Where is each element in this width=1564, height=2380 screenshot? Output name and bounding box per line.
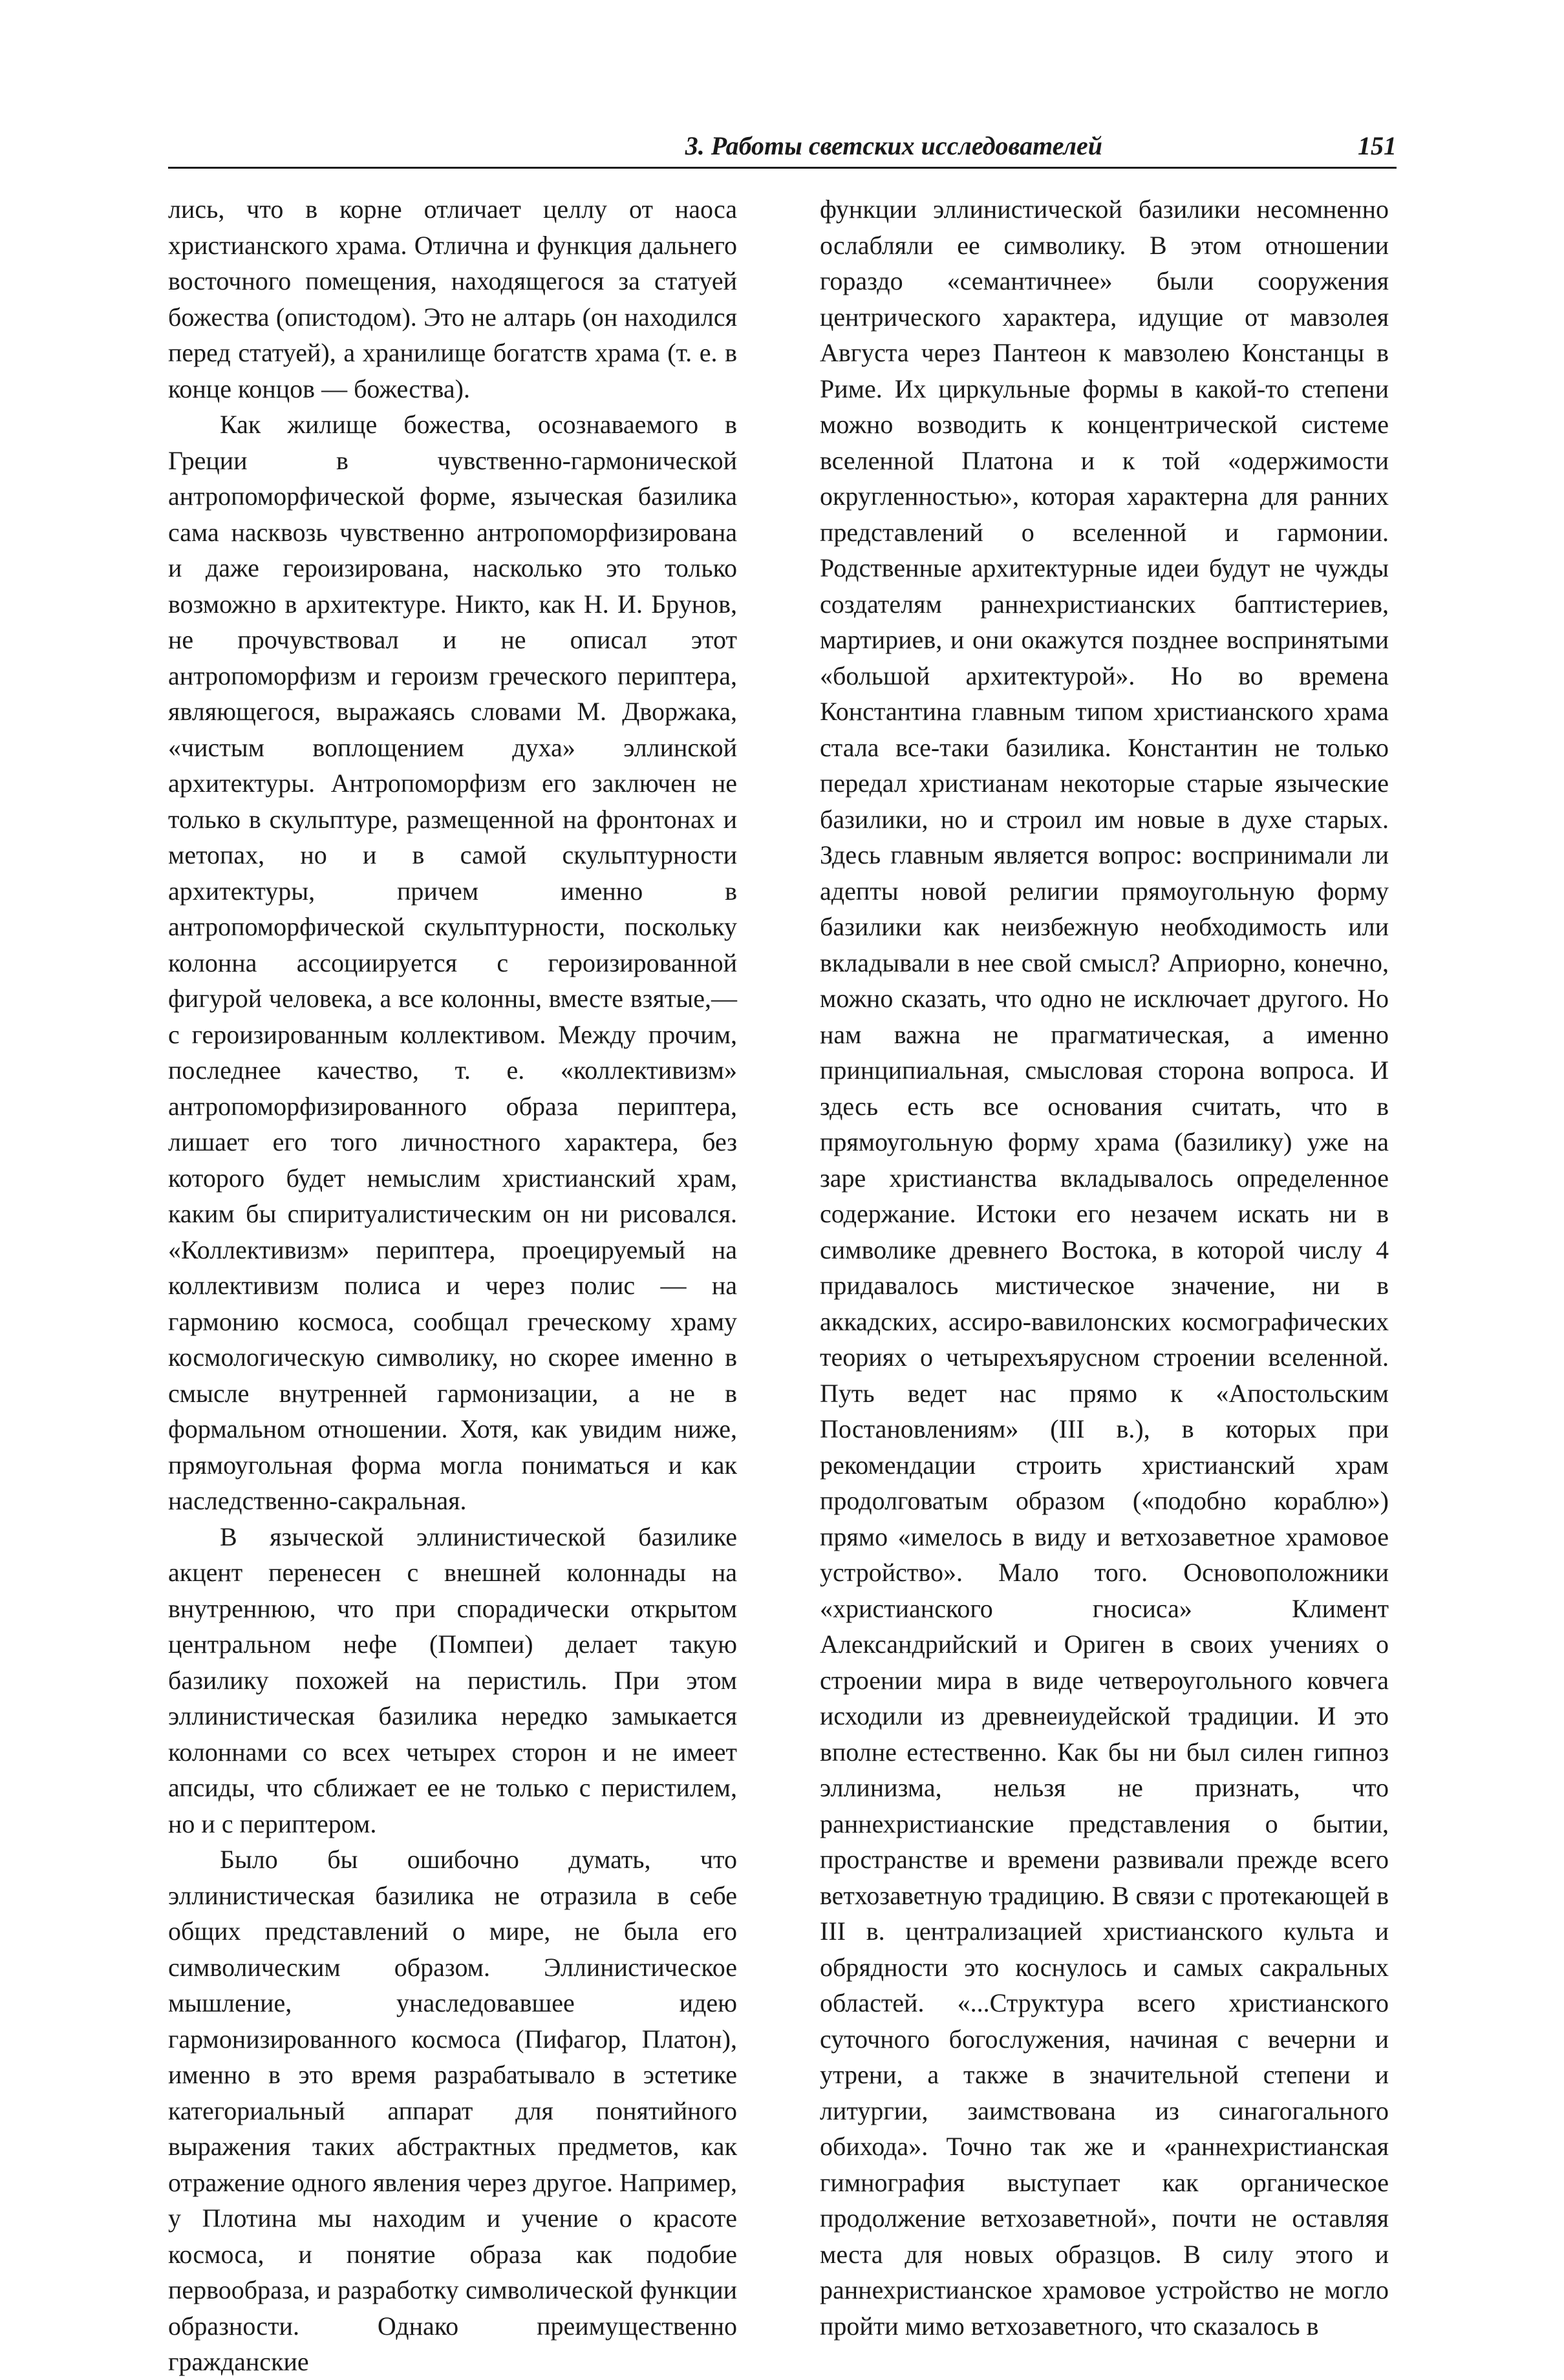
paragraph: функции эллинистической базилики несомненно ослабляли ее символику. В этом отношении гораздо «семантичнее» были сооружения центрического характера, идущие от мавзолея Августа через Пантеон к мавзолею Констанцы в Риме. Их циркульные формы в какой-то степени можно возводить к концентрической системе вселенной Платона и к той «одержимости округленностью», которая характерна для ранних представлений о вселенной и гармонии. Родственные архитектурные идеи будут не чужды создателям раннехристианских баптистериев, мартириев, и они окажутся позднее воспринятыми «большой архитектурой». Но во времена Константина главным типом христианского храма стала все-таки базилика. Константин не только передал христианам некоторые старые языческие базилики, но и строил им новые в духе старых. Здесь главным является вопрос: воспринимали ли адепты новой религии прямоугольную форму базилики как неизбежную необходимость или вкладывали в нее свой смысл? Априорно, конечно, можно сказать, что одно не исключает другого. Но нам важна не прагматическая, а именно принципиальная, смысловая сторона вопроса. И здесь есть все основания считать, что в прямоугольную форму храма (базилику) уже на заре христианства вкладывалось определенное содержание. Истоки его незачем искать ни в символике древнего Востока, в которой числу 4 придавалось мистическое значение, ни в аккадских, ассиро-вавилонских космографических теориях о четырехъярусном строении вселенной. Путь ведет нас прямо к «Апостольским Постановлениям» (III в.), в которых при рекомендации строить христианский храм продолговатым образом («подобно кораблю») прямо «имелось в виду и ветхозаветное храмовое устройство». Мало того. Основоположники «христианского гносиса» Климент Александрийский и Ориген в своих учениях о строении мира в виде четвероугольного ковчега исходили из древнеиудейской традиции. И это вполне естественно. Как бы ни был силен гипноз эллинизма, нельзя не признать, что раннехристианские представления о бытии, пространстве и времени развивали прежде всего ветхозаветную традицию. В связи с протекающей в III в. централизацией христианского культа и обрядности это коснулось и самых сакральных областей. «...Структура всего христианского суточного богослужения, начиная с вечерни и утрени, а также в значительной степени и литургии, заимствована из синагогального обихода». Точно так же и «раннехристианская гимнография выступает как органическое продолжение ветхозаветной», почти не оставляя места для новых образцов. В силу этого и раннехристианское храмовое устройство не могло пройти мимо ветхозаветного, что сказалось в xyxy=(820,195,1389,2341)
running-head xyxy=(168,127,1397,165)
paragraph: лись, что в корне отличает целлу от наоса христианского храма. Отлична и функция дальнего восточного помещения, находящегося за статуей божества (опистодом). Это не алтарь (он находился перед статуей), а хранилище богатств храма (т. е. в конце концов — божества). xyxy=(168,195,737,403)
left-column xyxy=(168,191,737,2380)
paragraph: Было бы ошибочно думать, что эллинистическая базилика не отразила в себе общих представлений о мире, не была его символическим образом. Эллинистическое мышление, унаследовавшее идею гармонизированного космоса (Пифагор, Платон), именно в это время разрабатывало в эстетике категориальный аппарат для понятийного выражения таких абстрактных предметов, как отражение одного явления через другое. Например, у Плотина мы находим и учение о красоте космоса, и понятие образа как подобие первообраза, и разработку символической функции образности. Однако преимущественно гражданские xyxy=(168,1845,737,2376)
page-number: 151 xyxy=(1358,131,1397,160)
right-column xyxy=(820,191,1389,2344)
header-rule xyxy=(168,167,1397,169)
chapter-title: 3. Работы светских исследователей xyxy=(685,131,1102,160)
paragraph: Как жилище божества, осознаваемого в Греции в чувственно-гармонической антропоморфической форме, языческая базилика сама насквозь чувственно антропоморфизирована и даже героизирована, насколько это только возможно в архитектуре. Никто, как Н. И. Брунов, не прочувствовал и не описал этот антропоморфизм и героизм греческого периптера, являющегося, выражаясь словами М. Дворжака, «чистым воплощением духа» эллинской архитектуры. Антропоморфизм его заключен не только в скульптуре, размещенной на фронтонах и метопах, но и в самой скульптурности архитектуры, причем именно в антропоморфической скульптурности, поскольку колонна ассоциируется с героизированной фигурой человека, а все колонны, вместе взятые,— с героизированным коллективом. Между прочим, последнее качество, т. е. «коллективизм» антропоморфизированного образа периптера, лишает его того личностного характера, без которого будет немыслим христианский храм, каким бы спиритуалистическим он ни рисовался. «Коллективизм» периптера, проецируемый на коллективизм полиса и через полис — на гармонию космоса, сообщал греческому храму космологическую символику, но скорее именно в смысле внутренней гармонизации, а не в формальном отношении. Хотя, как увидим ниже, прямоугольная форма могла пониматься и как наследственно-сакральная. xyxy=(168,410,737,1515)
paragraph: В языческой эллинистической базилике акцент перенесен с внешней колоннады на внутреннюю, что при спорадически открытом центральном нефе (Помпеи) делает такую базилику похожей на перистиль. При этом эллинистическая базилика нередко замыкается колоннами со всех четырех сторон и не имеет апсиды, что сближает ее не только с перистилем, но и с периптером. xyxy=(168,1522,737,1838)
